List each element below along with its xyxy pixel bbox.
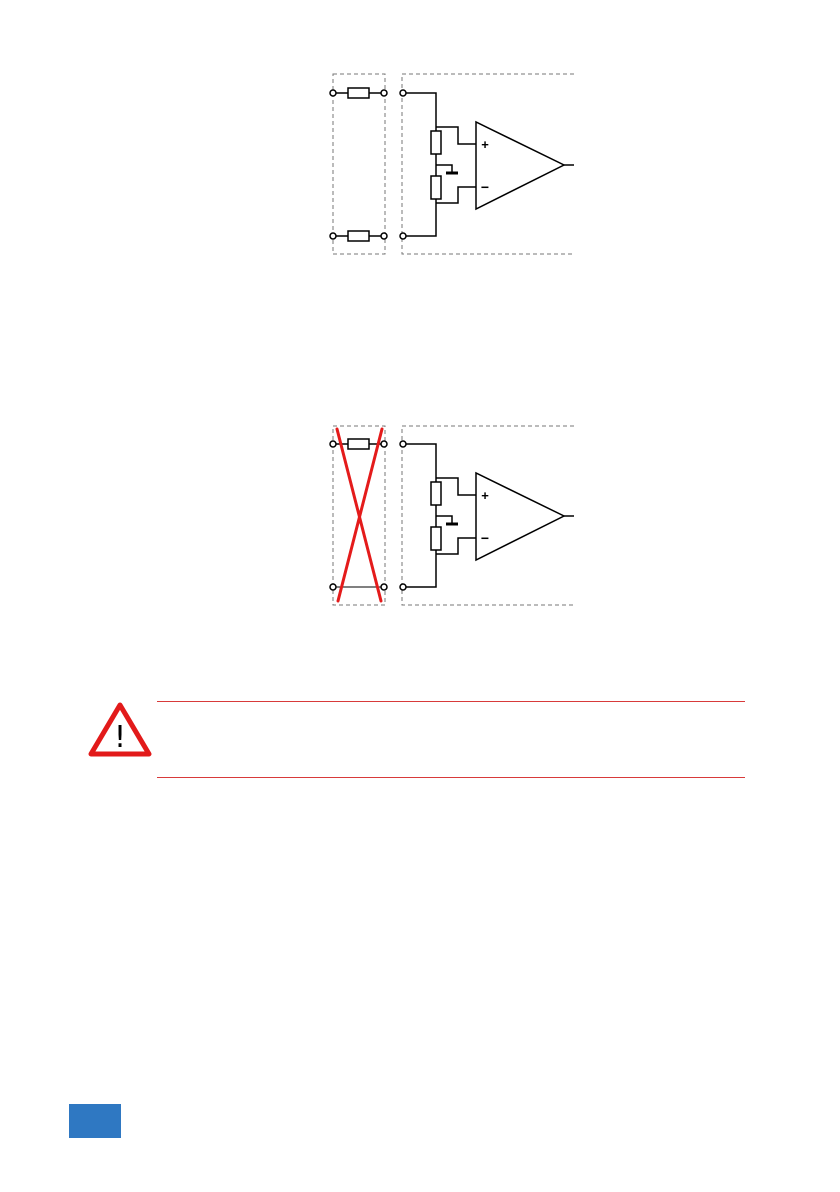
terminal	[381, 584, 387, 590]
input-resistor-lower	[431, 527, 441, 550]
wire	[406, 93, 436, 236]
wire	[436, 516, 452, 523]
wire	[406, 444, 436, 587]
series-resistor-top	[348, 439, 369, 449]
series-resistor-bottom	[348, 231, 369, 241]
line-module-enclosure	[333, 74, 385, 254]
input-resistor-upper	[431, 482, 441, 505]
input-resistor-upper	[431, 131, 441, 154]
warning-rule-top	[157, 701, 745, 702]
non-inverting-input-sign: +	[481, 488, 489, 503]
terminal	[400, 233, 406, 239]
terminal	[381, 90, 387, 96]
wire	[436, 538, 476, 554]
input-resistor-lower	[431, 176, 441, 199]
amplifier-enclosure	[402, 74, 574, 254]
inverting-input-sign: −	[480, 179, 490, 195]
cross-out-mark	[337, 429, 382, 601]
terminal	[330, 90, 336, 96]
circuit-figure-bottom	[330, 426, 574, 605]
series-resistor-top	[348, 88, 369, 98]
terminal	[400, 441, 406, 447]
warning-icon	[88, 701, 152, 757]
wire	[436, 478, 476, 495]
warning-glyph: !	[113, 720, 127, 755]
non-inverting-input-sign: +	[481, 137, 489, 152]
op-amp	[476, 473, 564, 560]
terminal	[330, 584, 336, 590]
terminal	[381, 233, 387, 239]
terminal	[400, 90, 406, 96]
terminal	[400, 584, 406, 590]
wire	[436, 187, 476, 203]
warning-rule-bottom	[157, 777, 745, 778]
inverting-input-sign: −	[480, 530, 490, 546]
terminal	[330, 233, 336, 239]
op-amp	[476, 122, 564, 209]
terminal	[330, 441, 336, 447]
amplifier-enclosure	[402, 426, 574, 605]
terminal	[381, 441, 387, 447]
circuit-figure-top	[330, 74, 574, 254]
wire	[436, 127, 476, 144]
page-number-tab	[69, 1104, 121, 1138]
wire	[436, 165, 452, 172]
